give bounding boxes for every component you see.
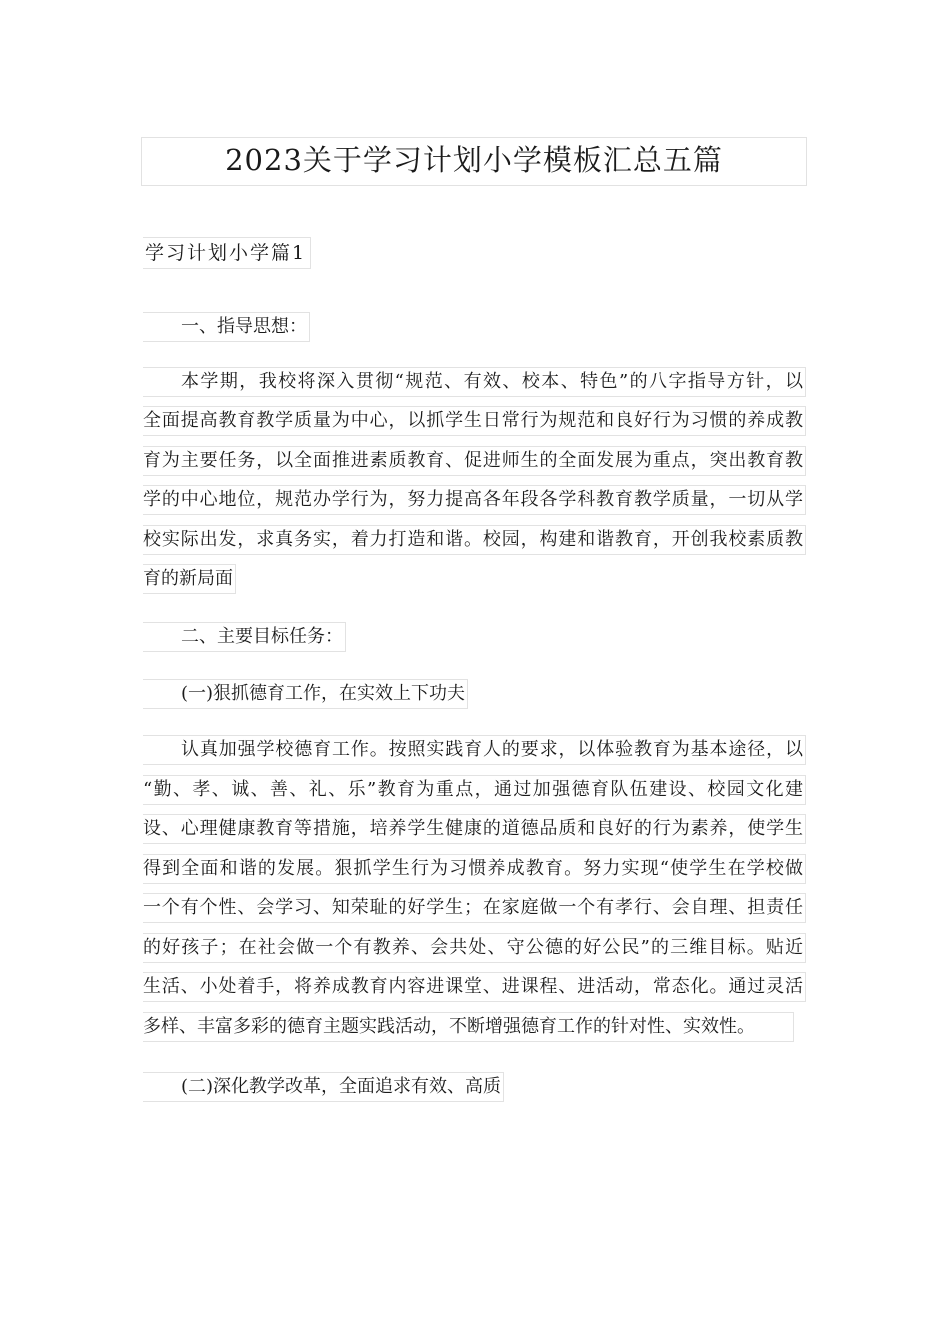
part2-heading: 二、主要目标任务： <box>143 622 346 652</box>
paragraph-line: 一个有个性、会学习、知荣耻的好学生；在家庭做一个有孝行、会自理、担责任 <box>143 893 806 923</box>
paragraph-line: 校实际出发，求真务实，着力打造和谐。校园，构建和谐教育，开创我校素质教 <box>143 525 806 555</box>
paragraph-line: 设、心理健康教育等措施，培养学生健康的道德品质和良好的行为素养，使学生 <box>143 814 806 844</box>
paragraph-line: 学的中心地位，规范办学行为，努力提高各年段各学科教育教学质量，一切从学 <box>143 485 806 515</box>
paragraph-line: 生活、小处着手，将养成教育内容进课堂、进课程、进活动，常态化。通过灵活 <box>143 972 806 1002</box>
paragraph-line: 的好孩子；在社会做一个有教养、会共处、守公德的好公民”的三维目标。贴近 <box>143 933 806 963</box>
part1-heading: 一、指导思想： <box>143 312 310 342</box>
paragraph-line: 多样、丰富多彩的德育主题实践活动，不断增强德育工作的针对性、实效性。 <box>143 1012 794 1042</box>
subsection-heading-1: (一)狠抓德育工作，在实效上下功夫 <box>143 679 468 709</box>
paragraph-line: 认真加强学校德育工作。按照实践育人的要求，以体验教育为基本途径，以 <box>143 735 806 765</box>
document-title: 2023关于学习计划小学模板汇总五篇 <box>141 137 807 186</box>
paragraph-line: 育的新局面 <box>143 564 236 594</box>
paragraph-line: 得到全面和谐的发展。狠抓学生行为习惯养成教育。努力实现“使学生在学校做 <box>143 854 806 884</box>
paragraph-line: 全面提高教育教学质量为中心，以抓学生日常行为规范和良好行为习惯的养成教 <box>143 406 806 436</box>
paragraph-line: 育为主要任务，以全面推进素质教育、促进师生的全面发展为重点，突出教育教 <box>143 446 806 476</box>
subsection-heading-2: (二)深化教学改革，全面追求有效、高质 <box>143 1072 504 1102</box>
section-heading: 学习计划小学篇1 <box>143 237 311 269</box>
paragraph-line: 本学期，我校将深入贯彻“规范、有效、校本、特色”的八字指导方针，以 <box>143 367 806 397</box>
paragraph-line: “勤、孝、诚、善、礼、乐”教育为重点，通过加强德育队伍建设、校园文化建 <box>143 775 806 805</box>
